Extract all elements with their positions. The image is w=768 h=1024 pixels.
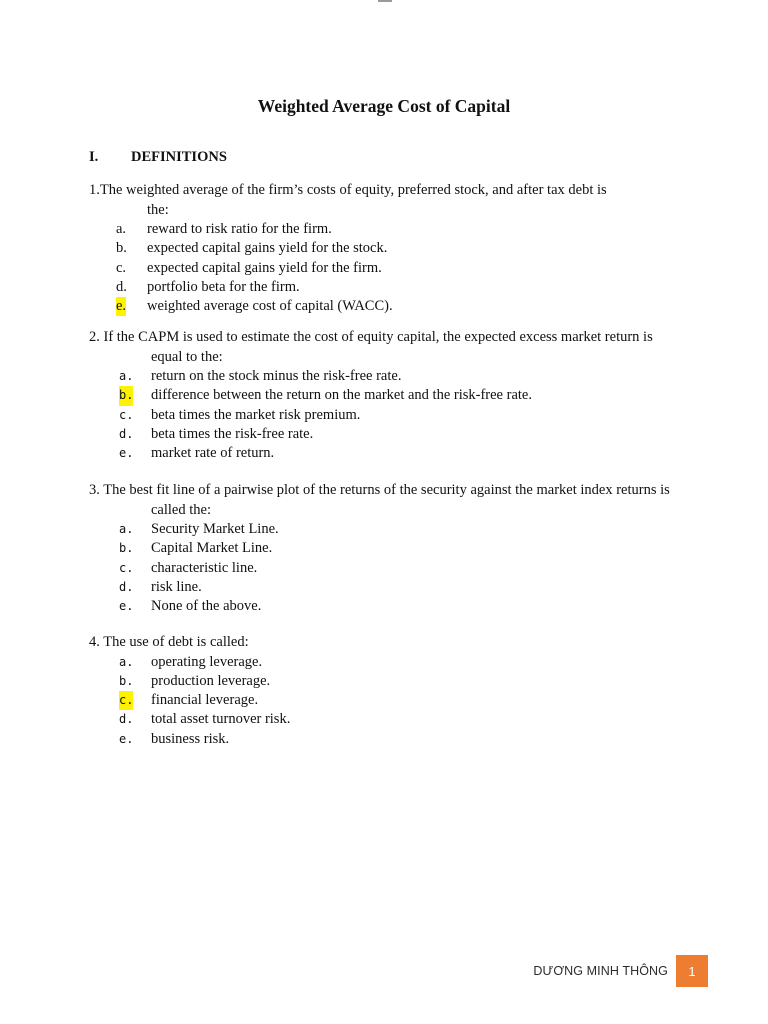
answer-option [119,672,709,691]
option-text: reward to risk ratio for the firm. [147,221,332,237]
option-letter: d. [119,579,134,594]
option-letter: b. [119,541,134,556]
page-title: Weighted Average Cost of Capital [257,96,511,116]
section-title: DEFINITIONS [131,149,227,165]
answer-option [119,520,709,539]
question-text [89,328,709,367]
option-text: expected capital gains yield for the firm. [147,259,382,276]
option-text: risk line. [151,578,202,595]
question-3 [89,481,709,616]
option-text: total asset turnover risk. [151,711,291,728]
question-2 [89,328,709,463]
option-text: beta times the risk-free rate. [151,425,314,442]
answer-option-highlighted [119,386,709,405]
answer-options [89,653,709,749]
question-text [89,633,709,653]
option-letter: e. [119,446,134,461]
answer-option [119,425,709,444]
option-text: weighted average cost of capital (WACC). [147,298,393,315]
answer-options [89,220,709,316]
option-letter: a. [119,654,134,669]
section-number: I. [89,149,99,165]
option-text: return on the stock minus the risk-free rate. [151,368,402,384]
answer-option [119,367,709,386]
answer-option [119,597,709,616]
option-text: financial leverage. [151,692,259,709]
page-footer [533,955,708,987]
answer-option [119,578,709,597]
option-letter: b. [119,673,134,688]
option-letter: c. [116,259,127,276]
answer-option [116,220,709,239]
option-text: portfolio beta for the firm. [147,278,300,295]
option-letter: e. [119,599,134,614]
top-edge-mark [378,0,392,2]
option-letter: c. [119,560,134,575]
option-text: Security Market Line. [151,521,279,537]
question-text [89,481,709,520]
option-letter: b. [116,240,127,257]
option-text: None of the above. [151,598,262,615]
option-text: Capital Market Line. [151,540,273,557]
option-text: operating leverage. [151,653,263,670]
answer-option [119,653,709,672]
answer-option [119,539,709,558]
question-continuation: the: [147,201,169,218]
page-number-badge: 1 [676,955,708,987]
question-line: 2. If the CAPM is used to estimate the cost of equity capital, the expected excess market return is [89,329,653,345]
answer-option [119,559,709,578]
question-line: 3. The best fit line of a pairwise plot of the returns of the security against the market index returns is [89,482,670,498]
question-1 [89,181,709,316]
option-letter: d. [116,278,127,295]
answer-options [89,367,709,463]
option-text: expected capital gains yield for the stock. [147,240,388,257]
answer-option [116,239,709,258]
answer-option [116,259,709,278]
section-heading [89,148,227,166]
option-letter: a. [119,369,134,383]
option-letter: e. [119,731,134,746]
option-text: business risk. [151,730,230,747]
option-text: characteristic line. [151,559,258,576]
answer-option [116,278,709,297]
question-4 [89,633,709,749]
question-line: 4. The use of debt is called: [89,634,249,650]
option-letter: d. [119,426,134,441]
question-line: 1.The weighted average of the firm’s costs of equity, preferred stock, and after tax debt is [89,182,607,198]
option-letter: a. [116,221,127,237]
option-text: difference between the return on the market and the risk-free rate. [151,387,532,404]
answer-option [119,730,709,749]
answer-option-highlighted [116,297,709,316]
option-text: beta times the market risk premium. [151,406,361,423]
option-text: market rate of return. [151,445,275,462]
answer-options [89,520,709,616]
answer-option [119,710,709,729]
highlighted-option-letter: b. [119,386,133,405]
question-continuation: called the: [151,501,211,518]
footer-author: DƯƠNG MINH THÔNG [533,964,668,978]
option-letter: c. [119,407,134,422]
option-letter: d. [119,712,134,727]
option-letter: a. [119,522,134,536]
answer-option-highlighted [119,691,709,710]
answer-option [119,406,709,425]
highlighted-option-letter: e. [116,297,126,316]
question-continuation: equal to the: [151,348,223,365]
answer-option [119,444,709,463]
option-text: production leverage. [151,672,271,689]
question-text [89,181,709,220]
highlighted-option-letter: c. [119,691,133,710]
